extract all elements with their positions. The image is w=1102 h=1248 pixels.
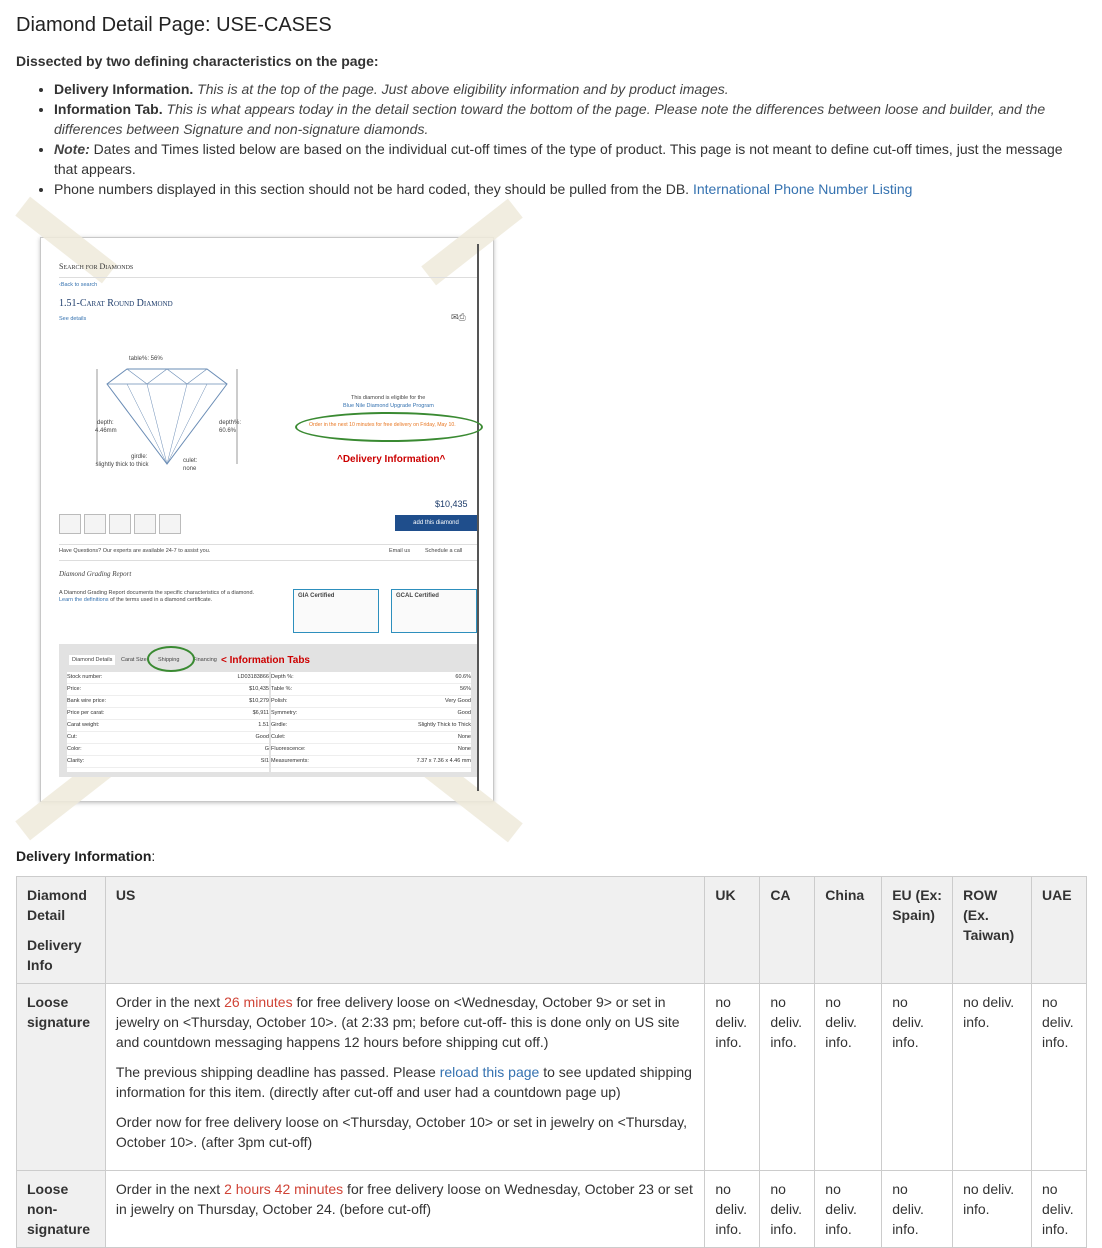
image-thumbnails[interactable] [59,514,184,537]
price: $10,435 [435,499,468,509]
delivery-section-title: Delivery Information: [16,848,156,864]
eu-cell: no deliv. info. [882,984,953,1171]
shipping-highlight-ring [147,646,195,672]
depth-mm: 4.46mm [95,428,117,434]
see-details-link[interactable]: See details [59,316,87,322]
uae-cell: no deliv. info. [1031,1171,1086,1248]
diamond-diagram [87,354,247,474]
bullet-text: Dates and Times listed below are based on the individual cut-off times of the type of product. This page is not meant to define cut-off times, just the message that appears. [54,141,1063,177]
bullet-phone [54,179,1086,199]
culet-label: culet: [183,458,198,464]
header-ca: CA [760,877,815,984]
us-cell: Order in the next 26 minutes for free delivery loose on <Wednesday, October 9> or set in jewelry on <Thursday, October 10>. (at 2:33 pm; before cut-off- this is done only on US site and countdown messaging happens 12 hours before shipping cut off.) The previous shipping deadline has passed. Please reload this page to see updated shipping information for this item. (directly after cut-off and user had a countdown page up) Order now for free delivery loose on <Thursday, October 10> or set in jewelry on <Thursday, October 10>. (after 3pm cut-off) [105,984,704,1171]
countdown-highlight: 2 hours 42 minutes [224,1181,344,1197]
order-countdown-text: Order in the next 10 minutes for free delivery on Friday, May 10. [309,422,456,428]
girdle-value: slightly thick to thick [95,462,149,468]
header-eu: EU (Ex: Spain) [882,877,953,984]
learn-definitions-link[interactable]: Learn the definitions [59,597,109,603]
row-cell: no deliv. info. [953,1171,1032,1248]
grading-text: A Diamond Grading Report documents the specific characteristics of a diamond. Learn the definitions of the terms used in a diamond certificate. [59,590,255,603]
tab-shipping[interactable]: Shipping [158,657,180,663]
bullet-text: Phone numbers displayed in this section should not be hard coded, they should be pulled from the DB. [54,181,693,197]
search-header: Search for Diamonds [59,262,134,271]
tab-carat-size[interactable]: Carat Size [121,657,147,663]
email-print-icons[interactable]: ✉⎙ [451,312,466,322]
screenshot-content [47,244,479,791]
uk-cell: no deliv. info. [705,984,760,1171]
header-uk: UK [705,877,760,984]
thumb-icon[interactable] [59,514,81,534]
upgrade-program-link[interactable]: Blue Nile Diamond Upgrade Program [343,403,434,409]
table-row [17,984,1087,1171]
bullet-note [54,139,1086,179]
countdown-highlight: 26 minutes [224,994,293,1010]
zoom-icon[interactable] [159,514,181,534]
eu-cell: no deliv. info. [882,1171,953,1248]
ca-cell: no deliv. info. [760,1171,815,1248]
thumb-icon[interactable] [84,514,106,534]
bullet-list [16,79,1086,199]
bullet-text: This is what appears today in the detail section toward the bottom of the page. Please note the differences between loose and builder, and the differences between Signature and non-signature diamonds. [54,101,1046,137]
row-cell: no deliv. info. [953,984,1032,1171]
header-uae: UAE [1031,877,1086,984]
delivery-table [16,876,1087,1248]
tab-diamond-details[interactable]: Diamond Details [69,655,115,665]
culet-value: none [183,466,197,472]
thumb-icon[interactable] [134,514,156,534]
page-title: Diamond Detail Page: USE-CASES [16,14,332,36]
eligible-text: This diamond is eligible for the [351,395,426,401]
reload-page-link[interactable]: reload this page [439,1064,540,1080]
header-diamond-detail: Diamond Detail Delivery Info [17,877,106,984]
bullet-text: This is at the top of the page. Just above eligibility information and by product images. [193,81,729,97]
row-label: Loose signature [17,984,106,1171]
table-pct-label: table%: 56% [129,356,163,362]
girdle-label: girdle: [131,454,148,460]
questions-text: Have Questions? Our experts are available 24-7 to assist you. [59,548,211,554]
header-row: ROW (Ex. Taiwan) [953,877,1032,984]
depth-pct-label: depth%: [219,420,242,426]
gcal-cert-label: GCAL Certified [396,593,439,599]
header-us: US [105,877,704,984]
tabs-annotation: < Information Tabs [221,655,310,666]
diamond-page-screenshot [40,237,494,802]
gia-cert-label: GIA Certified [298,593,335,599]
us-cell: Order in the next 2 hours 42 minutes for free delivery loose on Wednesday, October 23 or set in jewelry on Thursday, October 24. (before cut-off) [105,1171,704,1248]
depth-label: depth: [97,420,114,426]
china-cell: no deliv. info. [815,1171,882,1248]
uk-cell: no deliv. info. [705,1171,760,1248]
gia-cert-card[interactable] [293,589,379,633]
bullet-info-tab [54,99,1086,139]
back-to-search-link[interactable]: ‹Back to search [59,282,98,288]
uae-cell: no deliv. info. [1031,984,1086,1171]
bullet-label: Information Tab. [54,101,163,117]
phone-listing-link[interactable]: International Phone Number Listing [692,181,913,197]
thumb-icon[interactable] [109,514,131,534]
row-label: Loose non-signature [17,1171,106,1248]
header-china: China [815,877,882,984]
add-diamond-button[interactable]: add this diamond [395,515,477,531]
email-us-link[interactable]: Email us [389,548,411,554]
lead-text: Dissected by two defining characteristics on the page: [16,53,379,69]
delivery-annotation: ^Delivery Information^ [337,454,446,465]
depth-pct-value: 60.6% [219,428,237,434]
schedule-call-link[interactable]: Schedule a call [425,548,463,554]
details-right-table: Depth %: 60.6% Table %: 56% Polish: Very Good Symmetry: Good Girdle: Slightly Thick to Thick Culet: None Fluorescence: None Measurements: 7.37 x 7.36 x 4.46 mm [271,672,471,772]
table-row [17,1171,1087,1248]
ca-cell: no deliv. info. [760,984,815,1171]
bullet-label: Delivery Information. [54,81,194,97]
product-title: 1.51-Carat Round Diamond [59,298,173,309]
tab-financing[interactable]: Financing [193,657,217,663]
bullet-delivery [54,79,1086,99]
china-cell: no deliv. info. [815,984,882,1171]
details-left-table: Stock number: LD03183866 Price: $10,435 Bank wire price: $10,279 Price per carat: $6,911 Carat weight: 1.51 Cut: Good Color: G Clarity: SI1 [67,672,269,772]
bullet-label: Note: [54,141,90,157]
gcal-cert-card[interactable] [391,589,477,633]
grading-title: Diamond Grading Report [59,570,132,578]
